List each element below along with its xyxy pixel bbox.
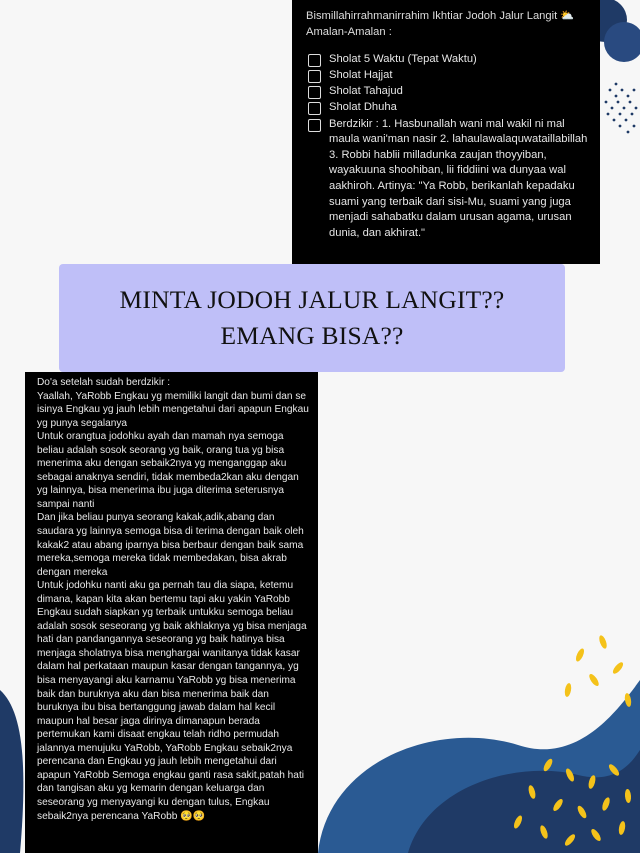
checkbox-icon[interactable] xyxy=(308,70,321,83)
amalan-card xyxy=(292,0,600,264)
doa-paragraph: Dan jika beliau punya seorang kakak,adik,abang dan saudara yg lainnya semoga bisa di terima dengan baik oleh kakak2 atau abang iparnya bisa berbaur dengan baik sama mereka,semoga mereka tidak membedakan, bisa akrab dengan mereka xyxy=(37,512,304,578)
checklist-item[interactable] xyxy=(306,100,590,116)
checkbox-icon[interactable] xyxy=(308,86,321,99)
checkbox-icon[interactable] xyxy=(308,54,321,67)
doa-paragraph: Do'a setelah sudah berdzikir : xyxy=(37,377,171,388)
doa-paragraph: Untuk jodohku nanti aku ga pernah tau dia siapa, ketemu dimana, kapan kita akan bertemu tapi aku yakin YaRobb Engkau sudah siapkan yg terbaik untukku semoga beliau adalah sosok seseorang yg baik akhlaknya yg bisa menjaga hati dan pandangannya seseorang yg baik hatinya bisa menjaga sholatnya bisa menghargai wanitanya tidak kasar dalam hal perkataan maupun kasar dengan tangannya, yg bisa menyayangi aku karnamu YaRobb yg bisa menerima baik dan buruknya aku dan bisa menerima baik dan buruknya ibu bisa bertanggung jawab dalam hal kecil maupun hal besar jaga dirinya dimanapun berada pertemukan kami disaat engkau telah ridho permudah jalannya menujuku YaRobb, YaRobb Engkau sebaik2nya perencana dan Engkau yg jauh lebih mengetahui dari apapun YaRobb Semoga engkau ganti rasa sakit,patah hati dan tangisan aku yg kemarin dengan keluarga dan seseorang yg menyayangi ku dengan tulus, Engkau sebaik2nya perencana YaRobb 🥺🥺 xyxy=(37,580,307,822)
doa-paragraph: Yaallah, YaRobb Engkau yg memiliki langit dan bumi dan se isinya Engkau yg jauh lebih mengetahui dari apapun Engkau yg punya segalanya xyxy=(37,390,309,429)
doa-card xyxy=(25,372,318,853)
checklist-item[interactable] xyxy=(306,117,590,242)
amalan-header-subtitle: Amalan-Amalan : xyxy=(306,25,392,38)
checkbox-icon[interactable] xyxy=(308,119,321,132)
checklist-item-label: Sholat Tahajud xyxy=(329,85,403,98)
checklist-item-label: Sholat Dhuha xyxy=(329,101,397,114)
checklist-item[interactable] xyxy=(306,84,590,100)
banner-title-line1: MINTA JODOH JALUR LANGIT?? xyxy=(119,285,505,314)
banner-title-line2: EMANG BISA?? xyxy=(220,321,404,350)
decor-bottom-right xyxy=(318,560,640,853)
checklist-item-label: Berdzikir : 1. Hasbunallah wani mal wakil ni mal maula wani'man nasir 2. lahaulawalaquwataillabillah 3. Robbi hablii milladunka zaujan thoyyiban, wayakuuna shoohiban, lii fiddiini wa dunyaa wal aakhiroh. Artinya: "Ya Robb, berikanlah kepadaku suami yang terbaik dari sisi-Mu, suami yang juga menjadi sahabatku dalam urusan agama, urusan dunia, dan akhirat." xyxy=(329,117,588,239)
checklist-item-label: Sholat Hajjat xyxy=(329,69,393,82)
doa-paragraph: Untuk orangtua jodohku ayah dan mamah nya semoga beliau adalah sosok seorang yg baik, orang tua yg bisa menerima aku dengan sebaik2nya yg menganggap aku sebagai anaknya sendiri, tidak membeda2kan aku dengan yg lainnya, bisa menerima ibu juga diterima seterusnya sampai nanti xyxy=(37,431,299,510)
checklist-item-label: Sholat 5 Waktu (Tepat Waktu) xyxy=(329,53,477,66)
checklist-item[interactable] xyxy=(306,52,590,68)
checklist-item[interactable] xyxy=(306,68,590,84)
title-banner xyxy=(59,264,565,372)
amalan-header-title: Bismillahirrahmanirrahim Ikhtiar Jodoh Jalur Langit ⛅ xyxy=(306,10,575,22)
checkbox-icon[interactable] xyxy=(308,102,321,115)
